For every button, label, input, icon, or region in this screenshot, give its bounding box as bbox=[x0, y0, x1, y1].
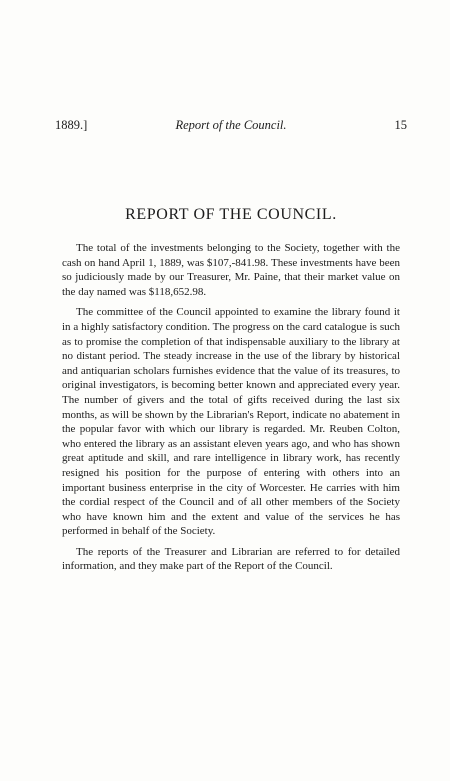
paragraph-investments: The total of the investments belonging to the Society, together with the cash on hand April 1, 1889, was $107,-841.98. These investments have been so judiciously made by our Treasurer, Mr. Paine, that their market value on the day named was $118,652.98. bbox=[62, 242, 400, 298]
running-head-year: 1889.] bbox=[55, 118, 88, 132]
paragraph-library: The committee of the Council appointed to examine the library found it in a highly satisfactory condition. The progress on the card catalogue is such as to promise the completion of that indispensable auxiliary to the library at no distant period. The steady increase in the use of the library by historical and antiquarian scholars furnishes evidence that the value of its treasures, to original investigators, is becoming better known and appreciated every year. The number of givers and the total of gifts received during the last six months, as will be shown by the Librarian's Report, indicate no abatement in the popular favor with which our library is regarded. Mr. Reuben Colton, who entered the library as an assistant eleven years ago, and who has shown great aptitude and skill, and rare intelligence in library work, has recently resigned his position for the purpose of entering with others into an important business enterprise in the city of Worcester. He carries with him the cordial respect of the Council and of all other members of the Society who have known him and the extent and value of the services he has performed in behalf of the Society. bbox=[62, 306, 400, 538]
running-head-section: Report of the Council. bbox=[175, 118, 287, 132]
running-head bbox=[55, 116, 407, 134]
paragraph-reports: The reports of the Treasurer and Librarian are referred to for detailed information, and they make part of the Report of the Council. bbox=[62, 545, 400, 573]
page-title: REPORT OF THE COUNCIL. bbox=[125, 206, 337, 223]
body-text bbox=[62, 241, 400, 574]
page-number: 15 bbox=[394, 118, 407, 132]
